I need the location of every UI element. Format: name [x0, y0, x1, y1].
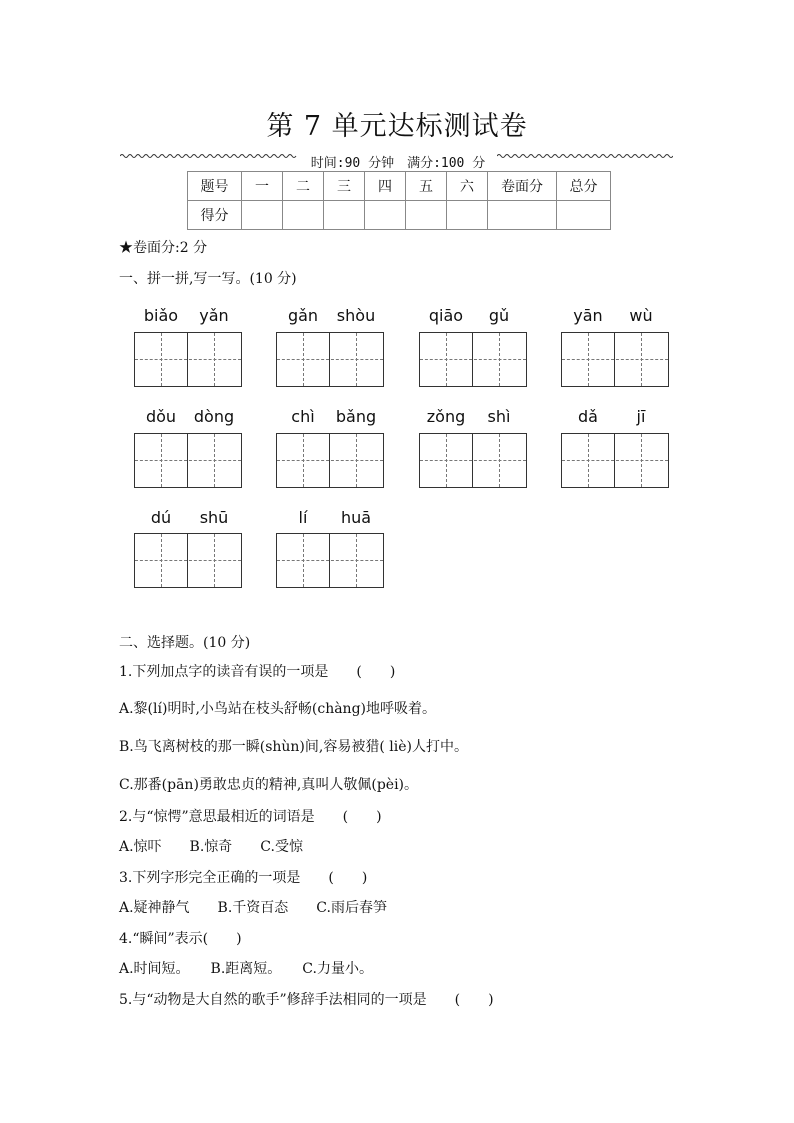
score-header-cell: 五 [406, 172, 447, 201]
pinyin-label: shū [199, 508, 229, 527]
tianzige-writing-grid[interactable] [134, 533, 242, 588]
question-4-options: A.时间短。 B.距离短。 C.力量小。 [119, 961, 373, 977]
pinyin-label: wù [629, 306, 653, 325]
grid-guide-line [135, 560, 241, 561]
question-5: 5.与“动物是大自然的歌手”修辞手法相同的一项是 ( ) [119, 992, 494, 1008]
pinyin-label: lí [298, 508, 308, 527]
score-table-header-row [188, 172, 611, 201]
pinyin-label: bǎng [335, 407, 377, 426]
score-input-cell[interactable] [365, 201, 406, 230]
tianzige-writing-grid[interactable] [561, 433, 669, 488]
question-1-option-b: B.鸟飞离树枝的那一瞬(shùn)间,容易被猎( liè)人打中。 [119, 739, 468, 755]
score-header-cell: 一 [242, 172, 283, 201]
tianzige-writing-grid[interactable] [134, 433, 242, 488]
grid-guide-line [277, 359, 383, 360]
question-1-option-c: C.那番(pān)勇敢忠贞的精神,真叫人敬佩(pèi)。 [119, 777, 419, 793]
score-table [187, 171, 611, 230]
question-1-option-a: A.黎(lí)明时,小鸟站在枝头舒畅(chàng)地呼吸着。 [119, 701, 436, 717]
score-header-cell: 卷面分 [488, 172, 557, 201]
section2-heading: 二、选择题。(10 分) [119, 635, 251, 651]
score-header-cell: 二 [283, 172, 324, 201]
page-title: 第 7 单元达标测试卷 [266, 111, 528, 142]
tianzige-writing-grid[interactable] [419, 332, 527, 387]
tianzige-writing-grid[interactable] [276, 433, 384, 488]
pinyin-label: dǎ [578, 407, 598, 426]
score-input-cell[interactable] [283, 201, 324, 230]
question-3-options: A.疑神静气 B.千资百态 C.雨后春笋 [119, 900, 387, 916]
question-3: 3.下列字形完全正确的一项是 ( ) [119, 870, 368, 886]
score-input-cell[interactable] [242, 201, 283, 230]
grid-guide-line [277, 560, 383, 561]
pinyin-label: dú [150, 508, 172, 527]
pinyin-label: yān [573, 306, 603, 325]
grid-guide-line [562, 359, 668, 360]
pinyin-label: yǎn [199, 306, 229, 325]
score-input-cell[interactable] [324, 201, 365, 230]
grid-guide-line [135, 460, 241, 461]
question-4: 4.“瞬间”表示( ) [119, 931, 242, 947]
score-input-cell[interactable] [406, 201, 447, 230]
score-header-cell: 三 [324, 172, 365, 201]
pinyin-label: biǎo [143, 306, 179, 325]
tianzige-writing-grid[interactable] [419, 433, 527, 488]
pinyin-label: zǒng [426, 407, 466, 426]
score-header-cell: 总分 [557, 172, 611, 201]
pinyin-label: jī [636, 407, 646, 426]
grid-guide-line [562, 460, 668, 461]
grid-guide-line [135, 359, 241, 360]
pinyin-label: dòng [193, 407, 235, 426]
tianzige-writing-grid[interactable] [134, 332, 242, 387]
score-header-cell: 六 [447, 172, 488, 201]
score-input-cell[interactable] [557, 201, 611, 230]
pinyin-label: chì [291, 407, 315, 426]
pinyin-label: shòu [336, 306, 376, 325]
question-2: 2.与“惊愕”意思最相近的词语是 ( ) [119, 809, 382, 825]
pinyin-label: gǔ [488, 306, 510, 325]
section1-heading: 一、拼一拼,写一写。(10 分) [119, 271, 297, 287]
score-row-label: 得分 [188, 201, 242, 230]
grid-guide-line [420, 460, 526, 461]
question-2-options: A.惊吓 B.惊奇 C.受惊 [119, 839, 303, 855]
pinyin-label: gǎn [287, 306, 319, 325]
score-input-cell[interactable] [488, 201, 557, 230]
score-header-cell: 四 [365, 172, 406, 201]
grid-guide-line [277, 460, 383, 461]
score-input-cell[interactable] [447, 201, 488, 230]
pinyin-label: huā [340, 508, 372, 527]
grid-guide-line [420, 359, 526, 360]
pinyin-label: shì [487, 407, 511, 426]
decorative-wave-right [497, 153, 673, 159]
score-table-score-row [188, 201, 611, 230]
score-header-cell: 题号 [188, 172, 242, 201]
question-1: 1.下列加点字的读音有误的一项是 ( ) [119, 664, 396, 680]
neatness-note: ★卷面分:2 分 [119, 240, 208, 256]
tianzige-writing-grid[interactable] [276, 533, 384, 588]
pinyin-label: dǒu [145, 407, 177, 426]
time-and-score-info: 时间:90 分钟 满分:100 分 [310, 156, 486, 171]
decorative-wave-left [120, 153, 298, 159]
tianzige-writing-grid[interactable] [561, 332, 669, 387]
tianzige-writing-grid[interactable] [276, 332, 384, 387]
pinyin-label: qiāo [428, 306, 464, 325]
